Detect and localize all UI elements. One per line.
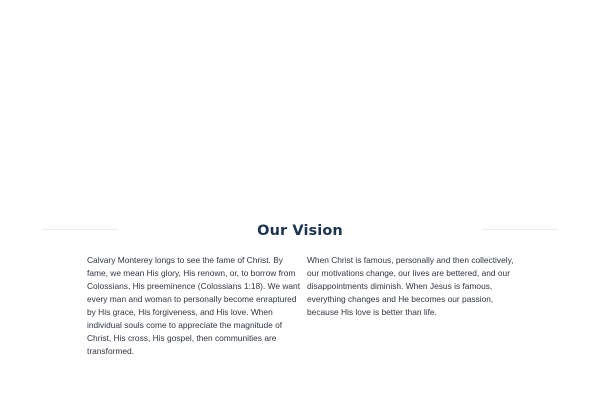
vision-section (0, 215, 600, 400)
divider-right (482, 229, 558, 230)
vision-paragraph-right: When Christ is famous, personally and then collectively, our motivations change, our lives are bettered, and our disappointments diminish. When Jesus is famous, everything changes and He becomes our passion, because His love is better than life. (307, 255, 514, 317)
section-heading: Our Vision (257, 223, 343, 239)
vision-paragraph-left: Calvary Monterey longs to see the fame of Christ. By fame, we mean His glory, His renown, or, to borrow from Colossians, His preeminence (Colossians 1:18). We want every man and woman to personally become enraptured by His grace, His forgiveness, and His love. When individual souls come to appreciate the magnitude of Christ, His cross, His gospel, then communities are transformed. (87, 255, 301, 356)
